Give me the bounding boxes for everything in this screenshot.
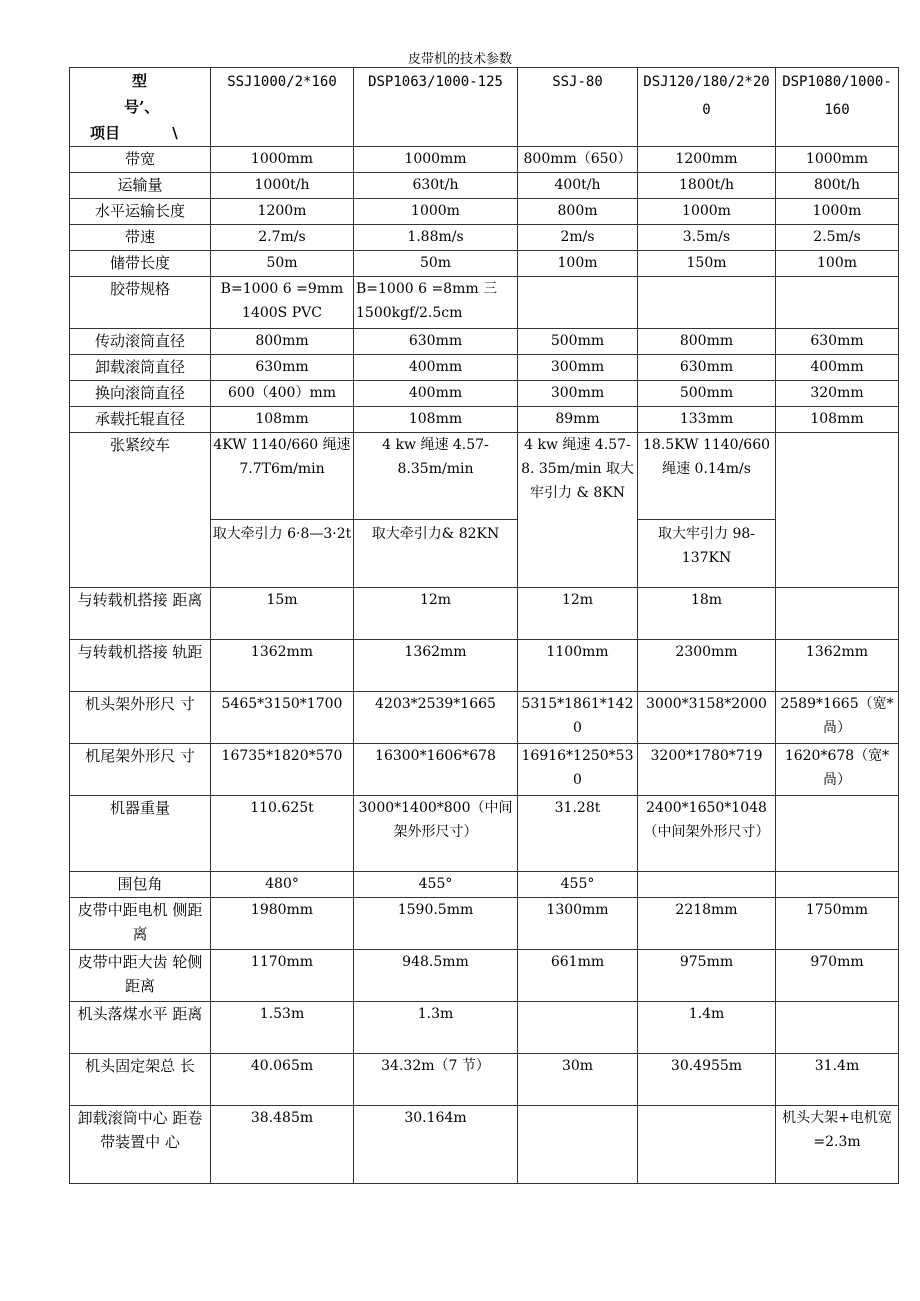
table-cell: 12m [354, 588, 518, 640]
row-label: 张紧绞车 [70, 433, 211, 588]
table-cell: 38.485m [211, 1106, 354, 1184]
table-cell: 400mm [776, 355, 899, 381]
model-header: DSP1063/1000-125 [354, 68, 518, 147]
row-label: 与转载机搭接 距离 [70, 588, 211, 640]
header-row [70, 68, 899, 147]
row-label: 胶带规格 [70, 277, 211, 329]
table-cell [638, 1106, 776, 1184]
table-cell: B=1000 6 =8mm 三 1500kgf/2.5cm [354, 277, 518, 329]
table-cell: 970mm [776, 950, 899, 1002]
table-cell [776, 796, 899, 872]
table-cell: 800t/h [776, 173, 899, 199]
table-cell: 600（400）mm [211, 381, 354, 407]
spec-table [69, 67, 899, 1184]
table-cell: 150m [638, 251, 776, 277]
table-cell: 133mm [638, 407, 776, 433]
table-cell [518, 1106, 638, 1184]
table-cell [638, 277, 776, 329]
table-cell: 1000t/h [211, 173, 354, 199]
table-cell: 30.4955m [638, 1054, 776, 1106]
table-row [70, 796, 899, 872]
model-header: DSJ120/180/2*200 [638, 68, 776, 147]
winch-traction: 取大牵引力 6·8—3·2t [211, 519, 353, 587]
table-cell: 3000*3158*2000 [638, 692, 776, 744]
table-cell: 800mm [211, 329, 354, 355]
table-cell: 800mm [638, 329, 776, 355]
table-cell: 1800t/h [638, 173, 776, 199]
table-cell: 31.28t [518, 796, 638, 872]
table-cell: 1000m [354, 199, 518, 225]
winch-spec: 4 kw 绳速 4.57-8.35m/min [382, 437, 489, 477]
table-row [70, 173, 899, 199]
table-cell: 110.625t [211, 796, 354, 872]
table-cell: 400mm [354, 381, 518, 407]
row-label: 机头架外形尺 寸 [70, 692, 211, 744]
table-cell: 630mm [638, 355, 776, 381]
header-label-line1: 型 [132, 72, 148, 90]
table-cell: 400mm [354, 355, 518, 381]
table-cell: 1000m [638, 199, 776, 225]
table-cell: 630mm [776, 329, 899, 355]
table-row [70, 744, 899, 796]
table-row [70, 433, 899, 588]
model-header: SSJ1000/2*160 [211, 68, 354, 147]
table-cell [776, 1002, 899, 1054]
table-cell: 1170mm [211, 950, 354, 1002]
table-cell: 2400*1650*1048 （中间架外形尺寸） [638, 796, 776, 872]
header-label-line2: 号’、 [124, 98, 160, 116]
row-label: 机头落煤水平 距离 [70, 1002, 211, 1054]
table-cell: 1362mm [354, 640, 518, 692]
table-cell: 100m [776, 251, 899, 277]
table-cell: 300mm [518, 355, 638, 381]
table-row [70, 277, 899, 329]
table-cell: 16300*1606*678 [354, 744, 518, 796]
table-cell: 2.5m/s [776, 225, 899, 251]
winch-spec: 4KW 1140/660 绳速 7.7T6m/min [213, 437, 351, 477]
table-cell: 480° [211, 872, 354, 898]
table-cell: 1362mm [211, 640, 354, 692]
table-cell: 1362mm [776, 640, 899, 692]
table-cell: 18m [638, 588, 776, 640]
model-header: DSP1080/1000-160 [776, 68, 899, 147]
header-label-cell [70, 68, 211, 147]
row-label: 与转载机搭接 轨距 [70, 640, 211, 692]
table-row [70, 640, 899, 692]
table-row [70, 225, 899, 251]
row-label: 机头固定架总 长 [70, 1054, 211, 1106]
row-label: 传动滚筒直径 [70, 329, 211, 355]
table-cell: 5465*3150*1700 [211, 692, 354, 744]
table-cell: 2.7m/s [211, 225, 354, 251]
table-cell: 2589*1665（宽*咼） [776, 692, 899, 744]
table-cell: 1.53m [211, 1002, 354, 1054]
table-cell: 50m [354, 251, 518, 277]
table-cell: 1200mm [638, 147, 776, 173]
table-cell: 机头大架+电机宽=2.3m [776, 1106, 899, 1184]
table-cell: 5315*1861*1420 [518, 692, 638, 744]
table-cell: 3200*1780*719 [638, 744, 776, 796]
table-cell: 2m/s [518, 225, 638, 251]
table-cell: 1000mm [211, 147, 354, 173]
table-cell: 50m [211, 251, 354, 277]
table-cell [211, 433, 354, 588]
table-row [70, 588, 899, 640]
table-cell: 1000mm [776, 147, 899, 173]
table-row [70, 950, 899, 1002]
table-row [70, 692, 899, 744]
header-label-line3: 项目 \ [90, 124, 178, 142]
table-row [70, 1002, 899, 1054]
table-cell: B=1000 6 =9mm 1400S PVC [211, 277, 354, 329]
table-cell: 1100mm [518, 640, 638, 692]
row-label: 机器重量 [70, 796, 211, 872]
winch-traction: 取大牢引力 98-137KN [638, 519, 775, 587]
table-row [70, 407, 899, 433]
row-label: 运输量 [70, 173, 211, 199]
table-cell: 1300mm [518, 898, 638, 950]
row-label: 换向滚筒直径 [70, 381, 211, 407]
row-label: 皮带中距大齿 轮侧距离 [70, 950, 211, 1002]
table-cell [776, 872, 899, 898]
table-cell: 320mm [776, 381, 899, 407]
table-cell: 34.32m（7 节） [354, 1054, 518, 1106]
winch-traction: 取大牵引力& 82KN [354, 519, 517, 587]
table-cell: 3.5m/s [638, 225, 776, 251]
table-row [70, 329, 899, 355]
table-cell: 1.88m/s [354, 225, 518, 251]
row-label: 储带长度 [70, 251, 211, 277]
table-cell: 800m [518, 199, 638, 225]
table-row [70, 199, 899, 225]
table-cell: 1620*678（宽*咼） [776, 744, 899, 796]
table-cell [776, 588, 899, 640]
table-row [70, 1054, 899, 1106]
table-cell [638, 872, 776, 898]
table-cell: 630mm [354, 329, 518, 355]
row-label: 水平运输长度 [70, 199, 211, 225]
table-cell: 1980mm [211, 898, 354, 950]
table-cell: 15m [211, 588, 354, 640]
table-cell: 975mm [638, 950, 776, 1002]
row-label: 卸载滚筒中心 距卷带装置中 心 [70, 1106, 211, 1184]
table-cell: 16735*1820*570 [211, 744, 354, 796]
table-cell: 500mm [638, 381, 776, 407]
table-cell: 100m [518, 251, 638, 277]
table-cell: 1200m [211, 199, 354, 225]
table-row [70, 872, 899, 898]
table-cell [776, 433, 899, 588]
table-row [70, 147, 899, 173]
table-cell: 89mm [518, 407, 638, 433]
winch-spec: 18.5KW 1140/660 绳速 0.14m/s [642, 437, 771, 477]
table-row [70, 355, 899, 381]
table-cell: 400t/h [518, 173, 638, 199]
row-label: 机尾架外形尺 寸 [70, 744, 211, 796]
table-cell: 500mm [518, 329, 638, 355]
table-cell: 4 kw 绳速 4.57-8. 35m/min 取大牢引力 & 8KN [518, 433, 638, 588]
table-cell: 300mm [518, 381, 638, 407]
table-cell: 630mm [211, 355, 354, 381]
table-cell: 108mm [354, 407, 518, 433]
table-cell: 455° [518, 872, 638, 898]
table-row [70, 1106, 899, 1184]
table-cell: 31.4m [776, 1054, 899, 1106]
document-title: 皮带机的技术参数 [407, 52, 512, 67]
table-cell: 1000mm [354, 147, 518, 173]
table-cell: 16916*1250*530 [518, 744, 638, 796]
table-cell [354, 433, 518, 588]
table-cell: 1.4m [638, 1002, 776, 1054]
row-label: 带速 [70, 225, 211, 251]
table-row [70, 381, 899, 407]
table-row [70, 251, 899, 277]
table-cell: 30.164m [354, 1106, 518, 1184]
table-cell: 2300mm [638, 640, 776, 692]
row-label: 承载托辊直径 [70, 407, 211, 433]
table-cell: 40.065m [211, 1054, 354, 1106]
table-cell: 12m [518, 588, 638, 640]
table-cell: 1.3m [354, 1002, 518, 1054]
table-row [70, 898, 899, 950]
table-cell: 3000*1400*800（中间架外形尺寸） [354, 796, 518, 872]
row-label: 皮带中距电机 侧距离 [70, 898, 211, 950]
table-cell: 2218mm [638, 898, 776, 950]
table-cell [518, 1002, 638, 1054]
table-cell: 661mm [518, 950, 638, 1002]
table-cell: 630t/h [354, 173, 518, 199]
row-label: 卸载滚筒直径 [70, 355, 211, 381]
table-cell: 108mm [776, 407, 899, 433]
table-cell: 455° [354, 872, 518, 898]
table-cell [518, 277, 638, 329]
row-label: 带宽 [70, 147, 211, 173]
table-cell [638, 433, 776, 588]
table-cell [776, 277, 899, 329]
table-cell: 108mm [211, 407, 354, 433]
table-cell: 800mm（650） [518, 147, 638, 173]
model-header: SSJ-80 [518, 68, 638, 147]
row-label: 围包角 [70, 872, 211, 898]
table-cell: 30m [518, 1054, 638, 1106]
table-cell: 4203*2539*1665 [354, 692, 518, 744]
table-cell: 948.5mm [354, 950, 518, 1002]
table-cell: 1750mm [776, 898, 899, 950]
table-cell: 1590.5mm [354, 898, 518, 950]
table-cell: 1000m [776, 199, 899, 225]
